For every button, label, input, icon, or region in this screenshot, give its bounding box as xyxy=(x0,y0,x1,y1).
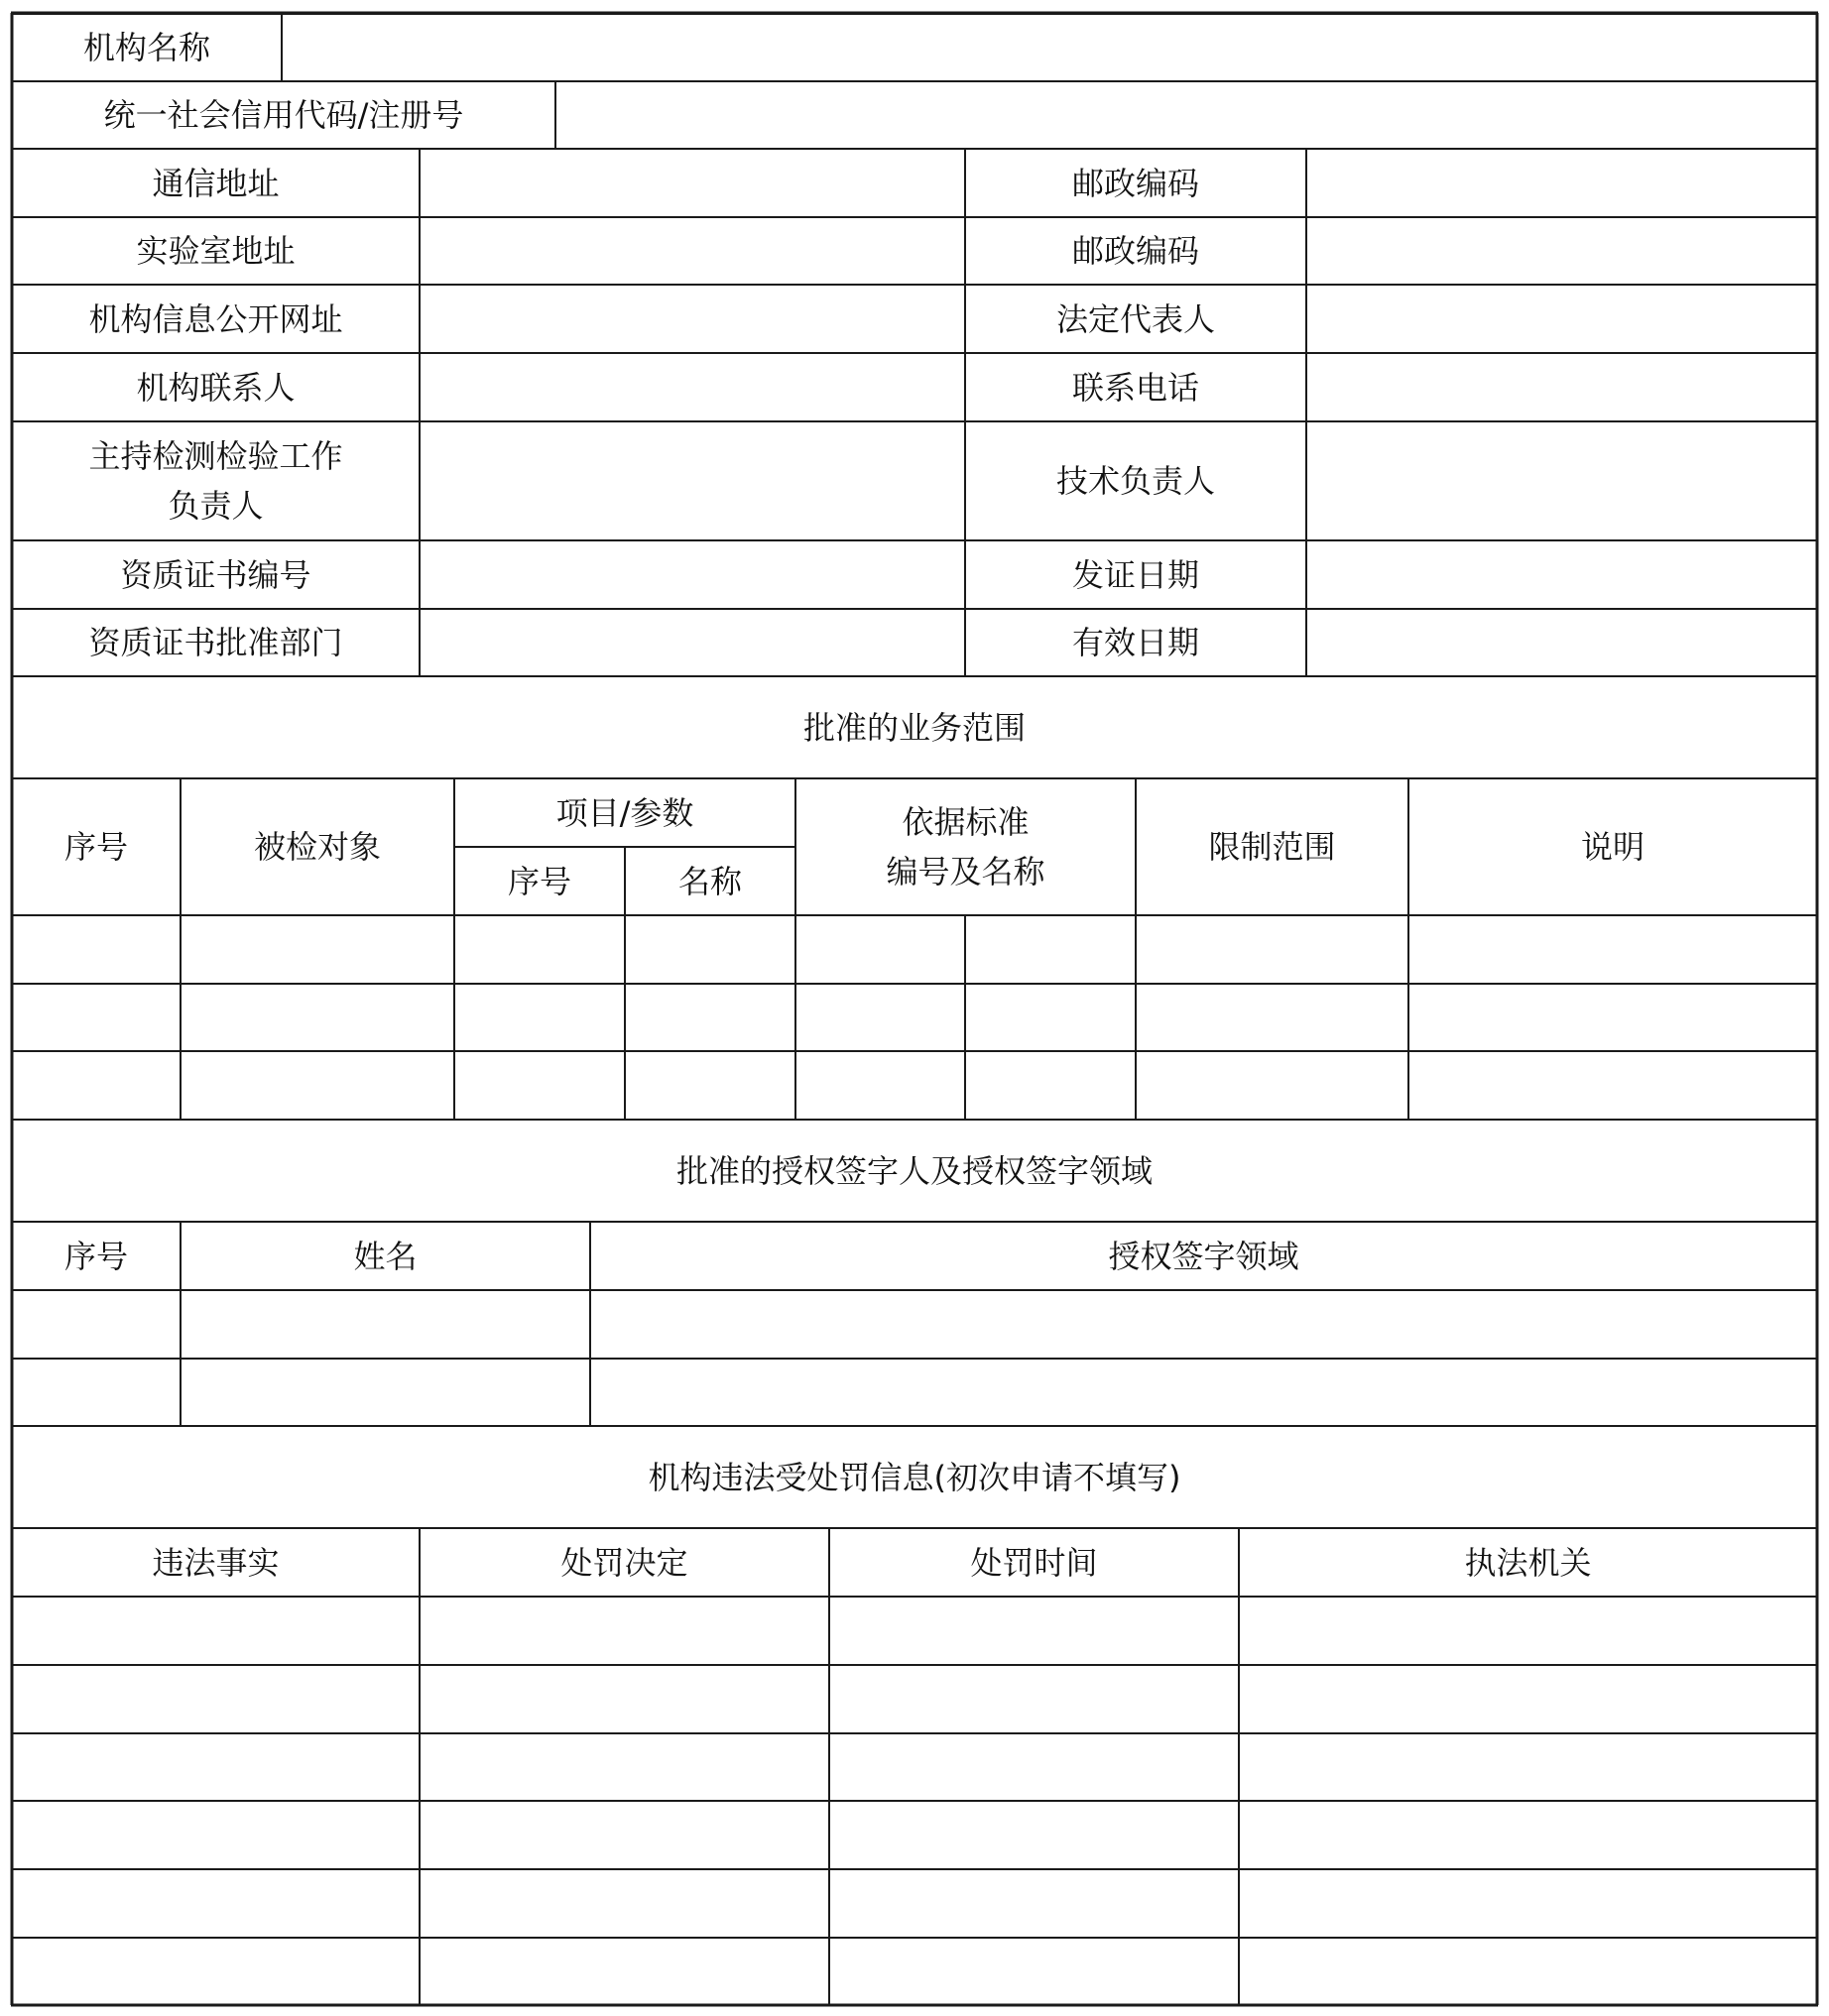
field-input[interactable] xyxy=(420,609,965,676)
penalty-table-cell[interactable] xyxy=(420,1597,829,1665)
field-input[interactable] xyxy=(1306,540,1817,609)
field-label: 资质证书批准部门 xyxy=(88,624,343,661)
scope-table-cell[interactable] xyxy=(965,1051,1136,1120)
scope-col-limit: 限制范围 xyxy=(1208,828,1336,866)
field-label: 邮政编码 xyxy=(1071,232,1199,270)
signatory-section-title: 批准的授权签字人及授权签字领域 xyxy=(675,1151,1153,1190)
signatory-col-field: 授权签字领域 xyxy=(1108,1237,1299,1275)
field-label: 联系电话 xyxy=(1071,368,1199,407)
scope-table-cell[interactable] xyxy=(795,915,965,984)
scope-table-cell[interactable] xyxy=(795,984,965,1051)
penalty-table-cell[interactable] xyxy=(829,1801,1239,1869)
field-input[interactable] xyxy=(420,353,965,421)
field-input[interactable] xyxy=(420,149,965,217)
field-label: 邮政编码 xyxy=(1071,164,1199,202)
signatory-col-name: 姓名 xyxy=(353,1237,418,1275)
signatory-col-seq: 序号 xyxy=(63,1237,128,1275)
penalty-table-cell[interactable] xyxy=(12,1597,420,1665)
penalty-table-cell[interactable] xyxy=(12,1733,420,1801)
field-input[interactable] xyxy=(1306,609,1817,676)
institution-name-label: 机构名称 xyxy=(82,29,210,66)
field-label: 机构联系人 xyxy=(136,368,296,407)
penalty-table-cell[interactable] xyxy=(1239,1665,1817,1733)
field-label: 机构信息公开网址 xyxy=(88,299,343,338)
credit-code-input[interactable] xyxy=(555,81,1817,149)
field-label: 通信地址 xyxy=(152,164,280,202)
penalty-col-decision: 处罚决定 xyxy=(560,1543,688,1582)
field-label: 发证日期 xyxy=(1071,555,1199,594)
scope-table-cell[interactable] xyxy=(625,1051,795,1120)
signatory-table-cell[interactable] xyxy=(590,1359,1817,1426)
credit-code-label: 统一社会信用代码/注册号 xyxy=(103,96,464,134)
field-label: 技术负责人 xyxy=(1055,462,1215,500)
institution-name-input[interactable] xyxy=(282,14,1817,81)
field-label: 有效日期 xyxy=(1071,624,1199,661)
scope-table-cell[interactable] xyxy=(454,1051,625,1120)
scope-table-cell[interactable] xyxy=(1136,984,1408,1051)
scope-table-cell[interactable] xyxy=(1136,1051,1408,1120)
field-input[interactable] xyxy=(420,421,965,540)
penalty-table-cell[interactable] xyxy=(829,1597,1239,1665)
signatory-table-cell[interactable] xyxy=(12,1290,181,1359)
scope-col-note: 说明 xyxy=(1580,828,1645,866)
penalty-col-authority: 执法机关 xyxy=(1464,1543,1592,1582)
penalty-table-cell[interactable] xyxy=(12,1801,420,1869)
penalty-table-cell[interactable] xyxy=(1239,1733,1817,1801)
field-label: 实验室地址 xyxy=(136,232,296,270)
penalty-table-cell[interactable] xyxy=(12,1869,420,1938)
scope-table-cell[interactable] xyxy=(181,915,454,984)
scope-table-cell[interactable] xyxy=(181,1051,454,1120)
scope-table-cell[interactable] xyxy=(1408,915,1817,984)
field-label: 主持检测检验工作 负责人 xyxy=(88,437,343,525)
penalty-table-cell[interactable] xyxy=(829,1665,1239,1733)
scope-col-standard: 依据标准 编号及名称 xyxy=(886,803,1045,890)
scope-table-cell[interactable] xyxy=(965,984,1136,1051)
scope-table-cell[interactable] xyxy=(12,984,181,1051)
field-label: 法定代表人 xyxy=(1055,299,1215,338)
scope-table-cell[interactable] xyxy=(454,915,625,984)
scope-col-item-param: 项目/参数 xyxy=(555,793,694,832)
scope-table-cell[interactable] xyxy=(1408,984,1817,1051)
field-input[interactable] xyxy=(420,285,965,353)
penalty-table-cell[interactable] xyxy=(1239,1938,1817,2005)
scope-table-cell[interactable] xyxy=(12,1051,181,1120)
penalty-table-cell[interactable] xyxy=(420,1801,829,1869)
penalty-table-cell[interactable] xyxy=(829,1733,1239,1801)
scope-table-cell[interactable] xyxy=(795,1051,965,1120)
field-input[interactable] xyxy=(1306,217,1817,285)
scope-table-cell[interactable] xyxy=(181,984,454,1051)
penalty-table-cell[interactable] xyxy=(829,1869,1239,1938)
penalty-table-cell[interactable] xyxy=(420,1938,829,2005)
penalty-table-cell[interactable] xyxy=(1239,1597,1817,1665)
scope-table-cell[interactable] xyxy=(1408,1051,1817,1120)
penalty-table-cell[interactable] xyxy=(829,1938,1239,2005)
penalty-table-cell[interactable] xyxy=(420,1665,829,1733)
penalty-section-title: 机构违法受处罚信息(初次申请不填写) xyxy=(648,1458,1181,1496)
penalty-table-cell[interactable] xyxy=(1239,1801,1817,1869)
signatory-table-cell[interactable] xyxy=(12,1359,181,1426)
scope-col-object: 被检对象 xyxy=(253,828,381,866)
penalty-table-cell[interactable] xyxy=(12,1665,420,1733)
scope-section-title: 批准的业务范围 xyxy=(802,708,1026,747)
scope-table-cell[interactable] xyxy=(625,915,795,984)
signatory-table-cell[interactable] xyxy=(181,1359,590,1426)
scope-table-cell[interactable] xyxy=(1136,915,1408,984)
field-input[interactable] xyxy=(1306,421,1817,540)
penalty-col-fact: 违法事实 xyxy=(152,1543,280,1582)
signatory-table-cell[interactable] xyxy=(590,1290,1817,1359)
field-input[interactable] xyxy=(1306,285,1817,353)
field-label: 资质证书编号 xyxy=(120,555,311,594)
scope-table-cell[interactable] xyxy=(454,984,625,1051)
penalty-table-cell[interactable] xyxy=(420,1869,829,1938)
scope-col-seq: 序号 xyxy=(63,828,128,866)
field-input[interactable] xyxy=(1306,353,1817,421)
penalty-table-cell[interactable] xyxy=(1239,1869,1817,1938)
penalty-table-cell[interactable] xyxy=(420,1733,829,1801)
field-input[interactable] xyxy=(420,217,965,285)
scope-table-cell[interactable] xyxy=(965,915,1136,984)
penalty-col-time: 处罚时间 xyxy=(970,1543,1098,1582)
signatory-table-cell[interactable] xyxy=(181,1290,590,1359)
scope-col-item-seq: 序号 xyxy=(507,862,571,900)
field-input[interactable] xyxy=(1306,149,1817,217)
scope-table-cell[interactable] xyxy=(625,984,795,1051)
scope-col-item-name: 名称 xyxy=(677,862,742,900)
penalty-table-cell[interactable] xyxy=(12,1938,420,2005)
scope-table-cell[interactable] xyxy=(12,915,181,984)
field-input[interactable] xyxy=(420,540,965,609)
